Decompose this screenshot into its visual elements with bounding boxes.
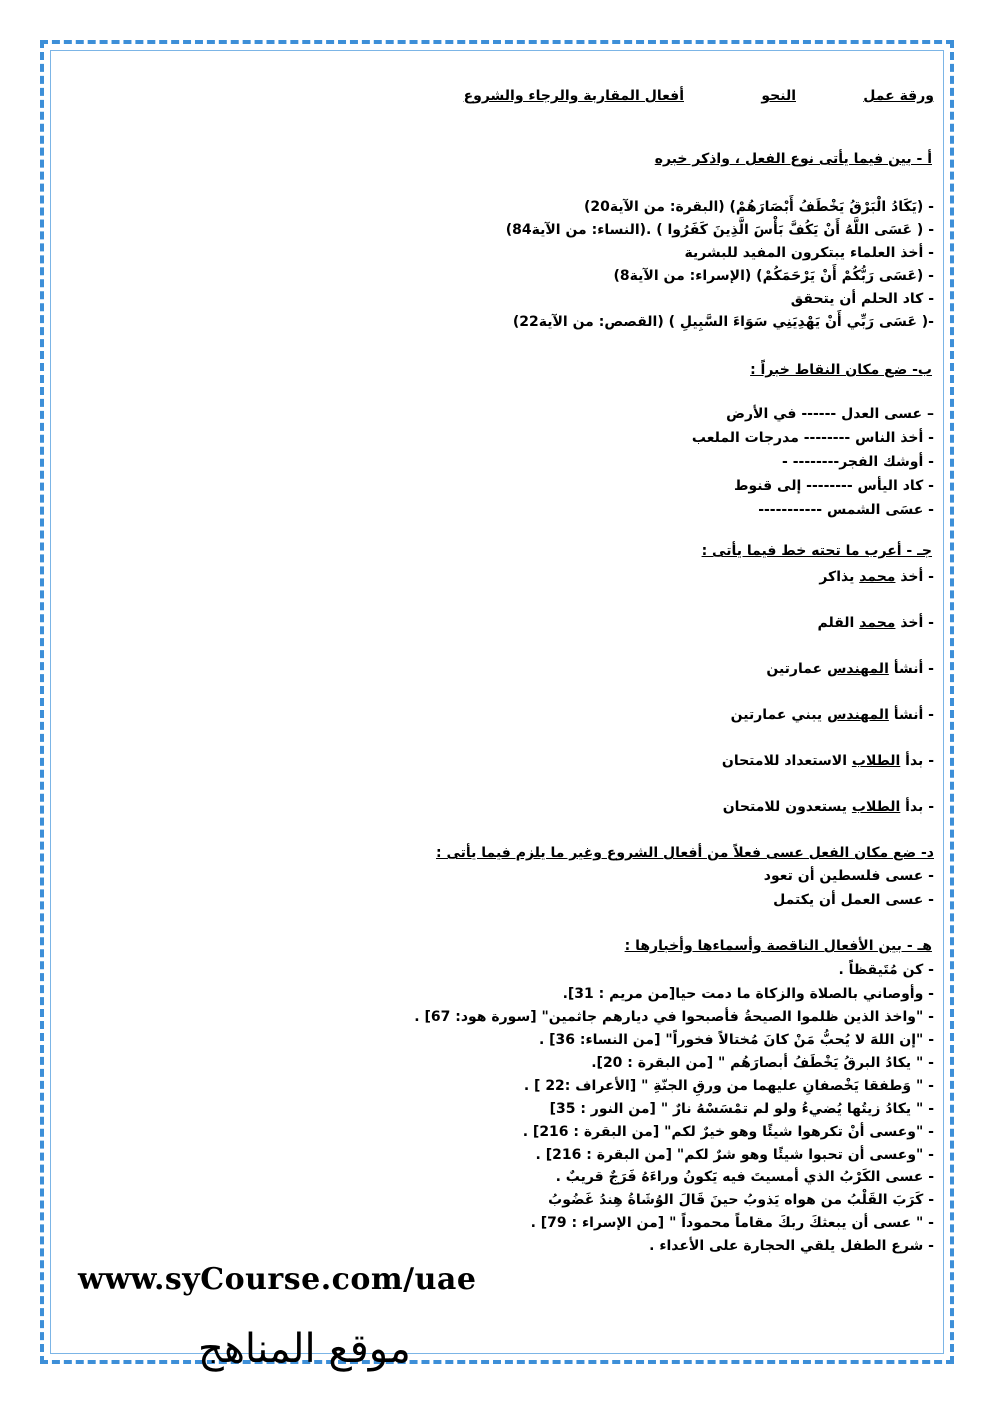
section-e-item: - عسى الكَرْبُ الذي أمسيتَ فيه يَكونُ وراءَهُ فَرَجٌ قريبٌ .	[555, 1169, 934, 1185]
section-a-item: - ( عَسَى اللَّهُ أَنْ يَكُفَّ بَأْسَ الَّذِينَ كَفَرُوا ) .(النساء: من الآية84)	[505, 222, 934, 238]
item-suffix: يبني عمارتين	[730, 707, 828, 723]
website-url[interactable]: www.syCourse.com/uae	[78, 1262, 477, 1297]
section-e-item: - كن مُتَيقظاً .	[838, 962, 934, 978]
item-suffix: الاستعداد للامتحان	[721, 753, 852, 769]
item-suffix: يستعدون للامتحان	[722, 799, 852, 815]
underlined-word: الطلاب	[851, 753, 901, 769]
section-e-item: - "وعسى أنْ تكرهوا شيئًا وهو خيرٌ لكم" [من البقرة : 216] .	[522, 1124, 934, 1140]
underlined-word: المهندس	[827, 661, 889, 677]
section-b-item: - أوشك الفجر-------- -	[782, 454, 934, 470]
item-prefix: - أخذ	[895, 569, 934, 585]
section-e-item: - " عسى أن يبعثكَ ربكَ مقاماً محموداً " [من الإسراء : 79] .	[530, 1215, 934, 1231]
section-c-item	[731, 705, 934, 725]
section-e-item: - "إن اللهَ لا يُحبُّ مَنْ كانَ مُختالاً فخوراً" [من النساء: 36] .	[538, 1032, 934, 1048]
item-prefix: - أنشأ	[888, 661, 934, 677]
section-a-item: - أخذ العلماء يبتكرون المفيد للبشرية	[684, 245, 934, 261]
section-a-item: - (عَسَى رَبُّكُمْ أَنْ يَرْحَمَكُمْ) (الإسراء: من الآية8)	[613, 268, 934, 284]
site-name: موقع المناهج	[198, 1326, 411, 1372]
item-suffix: يذاكر	[819, 569, 860, 585]
section-b-title: ب- ضع مكان النقاط خبراً :	[750, 362, 932, 378]
worksheet-label: ورقة عمل	[863, 88, 934, 104]
section-b-item: – عسى العدل ------ في الأرض	[726, 406, 934, 422]
section-e-item: - وأوصاني بالصلاة والزكاة ما دمت حيا[من مريم : 31].	[562, 986, 934, 1002]
section-e-item: - "وعسى أن تحبوا شيئًا وهو شرٌ لكم" [من البقرة : 216] .	[535, 1147, 934, 1163]
item-prefix: - بدأ	[900, 753, 934, 769]
section-c-item	[722, 751, 934, 771]
section-e-item: - شرع الطفل يلقي الحجارة على الأعداء .	[649, 1238, 934, 1254]
section-e-title: هـ - بين الأفعال الناقصة وأسماءها وأخبارها :	[624, 938, 932, 954]
section-c-title: جـ - أعرب ما تحته خط فيما يأتى :	[701, 543, 932, 559]
item-prefix: - أنشأ	[888, 707, 934, 723]
item-prefix: - أخذ	[895, 615, 934, 631]
item-suffix: عمارتين	[766, 661, 828, 677]
section-d-item: - عسى فلسطين أن تعود	[763, 868, 934, 884]
section-e-item: - " وَطفقا يَخْصفانِ عليهما من ورقِ الجنّةِ " [الأعراف :22 ] .	[523, 1078, 934, 1094]
section-a-title: أ - بين فيما يأتى نوع الفعل ، واذكر خبره	[654, 151, 932, 167]
section-c-item	[766, 659, 934, 679]
underlined-word: المهندس	[827, 707, 889, 723]
section-b-item: - أخذ الناس -------- مدرجات الملعب	[691, 430, 934, 446]
section-e-item: - "واخذ الذين ظلموا الصيحةُ فأصبحوا في ديارهم جاثمين" [سورة هود: 67] .	[414, 1009, 934, 1025]
item-prefix: - بدأ	[900, 799, 934, 815]
underlined-word: الطلاب	[851, 799, 901, 815]
section-a-item: - (يَكَادُ الْبَرْقُ يَخْطَفُ أَبْصَارَهُمْ) (البقرة: من الآية20)	[583, 199, 934, 215]
underlined-word: محمد	[859, 569, 896, 585]
section-d-item: - عسى العمل أن يكتمل	[773, 892, 934, 908]
section-a-item: - كاد الحلم أن يتحقق	[790, 291, 934, 307]
item-suffix: القلم	[817, 615, 860, 631]
section-d-title: د- ضع مكان الفعل عسى فعلاً من أفعال الشروع وغير ما يلزم فيما يأتى :	[436, 845, 934, 861]
section-c-item	[818, 613, 934, 633]
section-e-item: - " يكادُ زيتُها يُضيءُ ولو لم تمْسَسْهُ نارٌ " [من النور : 35]	[549, 1101, 934, 1117]
section-b-item: - كاد اليأس -------- إلى قنوط	[733, 478, 934, 494]
section-c-item	[723, 797, 934, 817]
topic-label: أفعال المقاربة والرجاء والشروع	[463, 88, 684, 104]
section-c-item	[819, 567, 934, 587]
section-b-item: - عسَى الشمس -----------	[758, 502, 934, 518]
subject-label: النحو	[761, 88, 796, 104]
section-a-item: -( عَسَى رَبِّي أَنْ يَهْدِيَنِي سَوَاءَ السَّبِيلِ ) (القصص: من الآية22)	[512, 314, 934, 330]
underlined-word: محمد	[859, 615, 896, 631]
section-e-item: - " يكادُ البرقُ يَخْطَفُ أبصارَهُم " [من البقرة : 20].	[591, 1055, 934, 1071]
section-e-item: - كَرَبَ القَلْبُ من هواه يَذوبُ حينَ قَالَ الوُشَاةُ هِندُ غَضُوبُ	[548, 1192, 934, 1208]
